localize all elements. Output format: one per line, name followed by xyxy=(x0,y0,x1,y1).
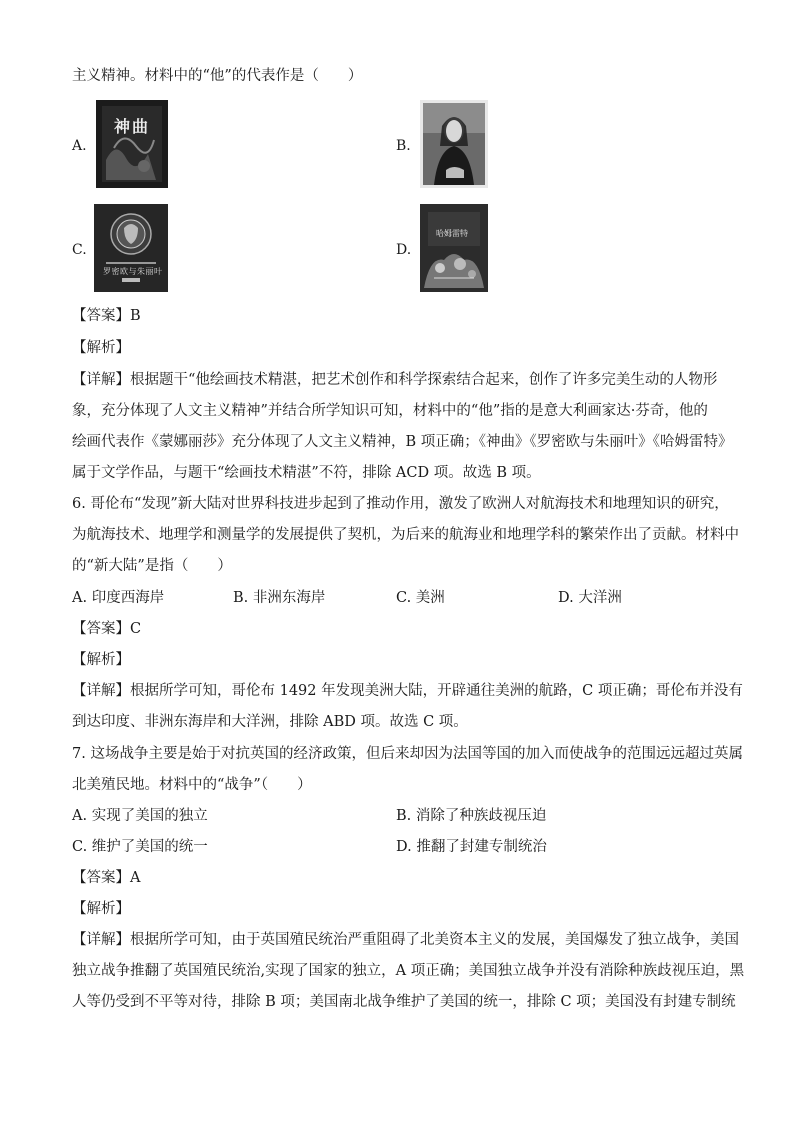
q5-option-c-label: C. xyxy=(72,242,87,258)
q5-option-a-label: A. xyxy=(72,138,87,154)
q5-answer: 【答案】B xyxy=(72,308,141,324)
q5-option-b-label: B. xyxy=(396,138,411,154)
q6-detail-line: 【详解】根据所学可知，哥伦布 1492 年发现美洲大陆，开辟通往美洲的航路，C 项正确；哥伦布并没有 xyxy=(72,683,743,699)
divine-comedy-title: 神曲 xyxy=(114,117,151,136)
q7-stem-line: 北美殖民地。材料中的“战争”（ ） xyxy=(72,777,312,793)
q6-stem-line: 为航海技术、地理学和测量学的发展提供了契机，为后来的航海业和地理学科的繁荣作出了贡献。材料中 xyxy=(72,527,739,543)
mona-lisa-image xyxy=(420,100,488,188)
q6-stem-line: 6. 哥伦布“发现”新大陆对世界科技进步起到了推动作用，激发了欧洲人对航海技术和地理知识的研究， xyxy=(72,496,729,512)
q5-detail-line: 象，充分体现了人文主义精神”并结合所学知识可知，材料中的“他”指的是意大利画家达·芬奇，他的 xyxy=(72,403,708,419)
q7-option-d: D. 推翻了封建专制统治 xyxy=(396,839,547,855)
q5-detail-line: 【详解】根据题干“他绘画技术精湛，把艺术创作和科学探索结合起来，创作了许多完美生动的人物形 xyxy=(72,372,718,388)
q6-option-d: D. 大洋洲 xyxy=(558,590,622,606)
q5-analysis-heading: 【解析】 xyxy=(72,340,130,356)
hamlet-title: 哈姆雷特 xyxy=(436,229,468,238)
q6-detail-line: 到达印度、非洲东海岸和大洋洲，排除 ABD 项。故选 C 项。 xyxy=(72,714,468,730)
divine-comedy-cover-image xyxy=(96,100,168,188)
q5-stem-tail: 主义精神。材料中的“他”的代表作是（ ） xyxy=(72,68,363,84)
hamlet-cover-art xyxy=(420,204,488,292)
q6-option-c: C. 美洲 xyxy=(396,590,445,606)
q5-detail-line: 绘画代表作《蒙娜丽莎》充分体现了人文主义精神，B 项正确；《神曲》《罗密欧与朱丽叶》《哈姆雷特》 xyxy=(72,434,733,450)
q7-stem-line: 7. 这场战争主要是始于对抗英国的经济政策，但后来却因为法国等国的加入而使战争的范围远远超过英属 xyxy=(72,746,743,762)
q5-detail-line: 属于文学作品，与题干“绘画技术精湛”不符，排除 ACD 项。故选 B 项。 xyxy=(72,465,541,481)
q7-analysis-heading: 【解析】 xyxy=(72,901,130,917)
q6-analysis-heading: 【解析】 xyxy=(72,652,130,668)
q6-option-b: B. 非洲东海岸 xyxy=(233,590,326,606)
q7-option-c: C. 维护了美国的统一 xyxy=(72,839,208,855)
romeo-juliet-cover-image xyxy=(94,204,168,292)
q7-answer: 【答案】A xyxy=(72,870,141,886)
q7-detail-line: 独立战争推翻了英国殖民统治,实现了国家的独立，A 项正确；美国独立战争并没有消除种族歧视压迫，黑 xyxy=(72,963,745,979)
q7-option-a: A. 实现了美国的独立 xyxy=(72,808,208,824)
q6-answer: 【答案】C xyxy=(72,621,142,637)
romeo-juliet-title: 罗密欧与朱丽叶 xyxy=(103,267,163,276)
q6-option-a: A. 印度西海岸 xyxy=(72,590,165,606)
romeo-juliet-cover-art xyxy=(94,204,168,292)
mona-lisa-painting-art xyxy=(420,100,488,188)
q7-detail-line: 人等仍受到不平等对待，排除 B 项；美国南北战争维护了美国的统一，排除 C 项；美国没有封建专制统 xyxy=(72,994,736,1010)
q7-option-b: B. 消除了种族歧视压迫 xyxy=(396,808,547,824)
hamlet-cover-image xyxy=(420,204,488,292)
q5-option-d-label: D. xyxy=(396,242,412,258)
q6-stem-line: 的“新大陆”是指（ ） xyxy=(72,558,232,574)
q7-detail-line: 【详解】根据所学可知，由于英国殖民统治严重阻碍了北美资本主义的发展，美国爆发了独立战争，美国 xyxy=(72,932,739,948)
